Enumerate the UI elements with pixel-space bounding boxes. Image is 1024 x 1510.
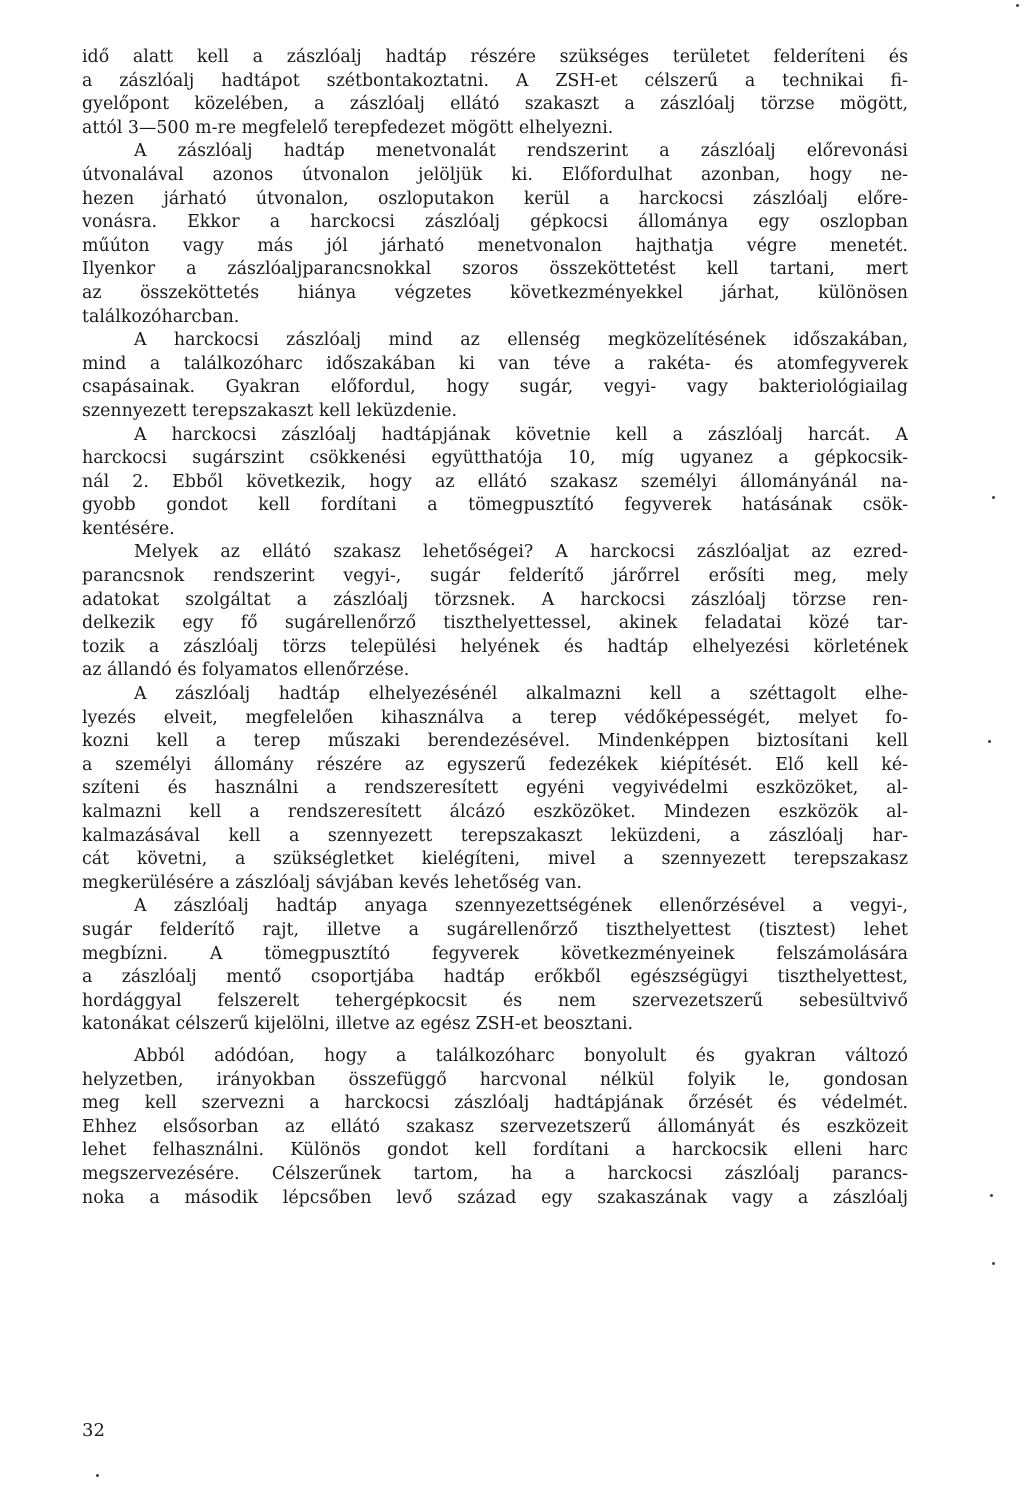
- paragraph: [82, 424, 908, 542]
- text-line: A zászlóalj hadtáp menetvonalát rendszerint a zászlóalj előrevonási: [134, 141, 908, 162]
- text-line: megbízni. A tömegpusztító fegyverek következményeinek felszámolására: [82, 943, 908, 964]
- text-line: noka a második lépcsőben levő század egy szakaszának vagy a zászlóalj: [82, 1187, 908, 1208]
- text-line: A harckocsi zászlóalj mind az ellenség megközelítésének időszakában,: [134, 330, 908, 351]
- text-line: vonásra. Ekkor a harckocsi zászlóalj gépkocsi állománya egy oszlopban: [82, 212, 908, 233]
- text-line: kozni kell a terep műszaki berendezésével. Mindenképpen biztosítani kell: [82, 731, 908, 752]
- text-line: lehet felhasználni. Különös gondot kell fordítani a harckocsik elleni harc: [82, 1140, 908, 1161]
- text-line: A zászlóalj hadtáp anyaga szennyezettségének ellenőrzésével a vegyi-,: [134, 896, 908, 917]
- document-page: [82, 46, 908, 1210]
- scan-speck: [1016, 4, 1019, 7]
- text-line: nál 2. Ebből következik, hogy az ellátó szakasz személyi állományánál na-: [82, 471, 908, 492]
- scan-speck: [988, 740, 991, 743]
- scan-speck: [96, 1474, 99, 1477]
- text-line: szíteni és használni a rendszeresített egyéni vegyivédelmi eszközöket, al-: [82, 778, 908, 799]
- text-line: mind a találkozóharc időszakában ki van téve a rakéta- és atomfegyverek: [82, 353, 908, 374]
- text-line: Melyek az ellátó szakasz lehetőségei? A harckocsi zászlóaljat az ezred-: [134, 542, 908, 563]
- text-line: a zászlóalj mentő csoportjába hadtáp erőkből egészségügyi tiszthelyettest,: [82, 967, 908, 988]
- text-line: kalmazni kell a rendszeresített álcázó eszközöket. Mindezen eszközök al-: [82, 802, 908, 822]
- scan-speck: [992, 496, 995, 499]
- text-line: idő alatt kell a zászlóalj hadtáp részére szükséges területet felderíteni és: [82, 47, 908, 67]
- text-line: gyobb gondot kell fordítani a tömegpusztító fegyverek hatásának csök-: [82, 495, 908, 516]
- text-line: delkezik egy fő sugárellenőrző tiszthelyettessel, akinek feladatai közé tar-: [82, 613, 908, 634]
- text-line: cát követni, a szükségletket kielégíteni, mivel a szennyezett terepszakasz: [82, 849, 908, 870]
- text-line: tozik a zászlóalj törzs települési helyének és hadtáp elhelyezési körletének: [82, 636, 908, 657]
- paragraph: [82, 683, 908, 895]
- paragraph: [82, 541, 908, 683]
- text-line: Abból adódóan, hogy a találkozóharc bonyolult és gyakran változó: [134, 1045, 908, 1066]
- text-line: csapásainak. Gyakran előfordul, hogy sugár, vegyi- vagy bakteriológiailag: [82, 377, 908, 398]
- text-line: hezen járható útvonalon, oszloputakon kerül a harckocsi zászlóalj előre-: [82, 188, 908, 209]
- text-line: Ilyenkor a zászlóaljparancsnokkal szoros összeköttetést kell tartani, mert: [82, 259, 908, 280]
- text-line: parancsnok rendszerint vegyi-, sugár felderítő járőrrel erősíti meg, mely: [82, 566, 908, 587]
- text-line: szennyezett terepszakaszt kell leküzdenie.: [82, 400, 458, 421]
- text-line: megkerülésére a zászlóalj sávjában kevés lehetőség van.: [82, 872, 582, 893]
- text-line: sugár felderítő rajt, illetve a sugárellenőrző tiszthelyettest (tisztest) lehet: [82, 919, 908, 940]
- text-line: kentésére.: [82, 518, 175, 539]
- text-line: útvonalával azonos útvonalon jelöljük ki. Előfordulhat azonban, hogy ne-: [82, 164, 908, 185]
- text-line: az állandó és folyamatos ellenőrzése.: [82, 660, 410, 681]
- text-line: gyelőpont közelében, a zászlóalj ellátó szakaszt a zászlóalj törzse mögött,: [82, 94, 908, 115]
- paragraph: [82, 140, 908, 329]
- text-line: helyzetben, irányokban összefüggő harcvonal nélkül folyik le, gondosan: [82, 1069, 908, 1090]
- text-line: műúton vagy más jól járható menetvonalon hajthatja végre menetét.: [82, 235, 908, 256]
- paragraph: [82, 46, 908, 140]
- paragraph: [82, 329, 908, 423]
- page-number: 32: [82, 1420, 105, 1441]
- paragraph: [82, 895, 908, 1037]
- paragraph-gap: [82, 1037, 908, 1045]
- text-line: találkozóharcban.: [82, 306, 240, 327]
- text-line: hordággyal felszerelt tehergépkocsit és nem szervezetszerű sebesültvivő: [82, 990, 908, 1011]
- text-line: a zászlóalj hadtápot szétbontakoztatni. A ZSH-et célszerű a technikai fi-: [82, 70, 908, 91]
- scan-speck: [990, 1194, 993, 1197]
- scan-speck: [992, 1262, 995, 1265]
- text-line: lyezés elveit, megfelelően kihasználva a terep védőképességét, melyet fo-: [82, 707, 908, 728]
- text-line: harckocsi sugárszint csökkenési együtthatója 10, míg ugyanez a gépkocsik-: [82, 448, 908, 469]
- text-line: kalmazásával kell a szennyezett terepszakaszt leküzdeni, a zászlóalj har-: [82, 825, 908, 846]
- text-line: Ehhez elsősorban az ellátó szakasz szervezetszerű állományát és eszközeit: [82, 1116, 908, 1137]
- text-line: A harckocsi zászlóalj hadtápjának követnie kell a zászlóalj harcát. A: [134, 424, 908, 445]
- text-line: attól 3—500 m-re megfelelő terepfedezet mögött elhelyezni.: [82, 117, 614, 138]
- text-line: katonákat célszerű kijelölni, illetve az egész ZSH-et beosztani.: [82, 1014, 634, 1035]
- text-line: adatokat szolgáltat a zászlóalj törzsnek. A harckocsi zászlóalj törzse ren-: [82, 589, 908, 610]
- text-line: megszervezésére. Célszerűnek tartom, ha a harckocsi zászlóalj parancs-: [82, 1163, 908, 1184]
- text-line: a személyi állomány részére az egyszerű fedezékek kiépítését. Elő kell ké-: [82, 754, 908, 775]
- text-line: az összeköttetés hiánya végzetes következményekkel járhat, különösen: [82, 282, 908, 303]
- text-line: A zászlóalj hadtáp elhelyezésénél alkalmazni kell a széttagolt elhe-: [134, 684, 908, 705]
- text-line: meg kell szervezni a harckocsi zászlóalj hadtápjának őrzését és védelmét.: [82, 1093, 908, 1114]
- paragraph: [82, 1045, 908, 1210]
